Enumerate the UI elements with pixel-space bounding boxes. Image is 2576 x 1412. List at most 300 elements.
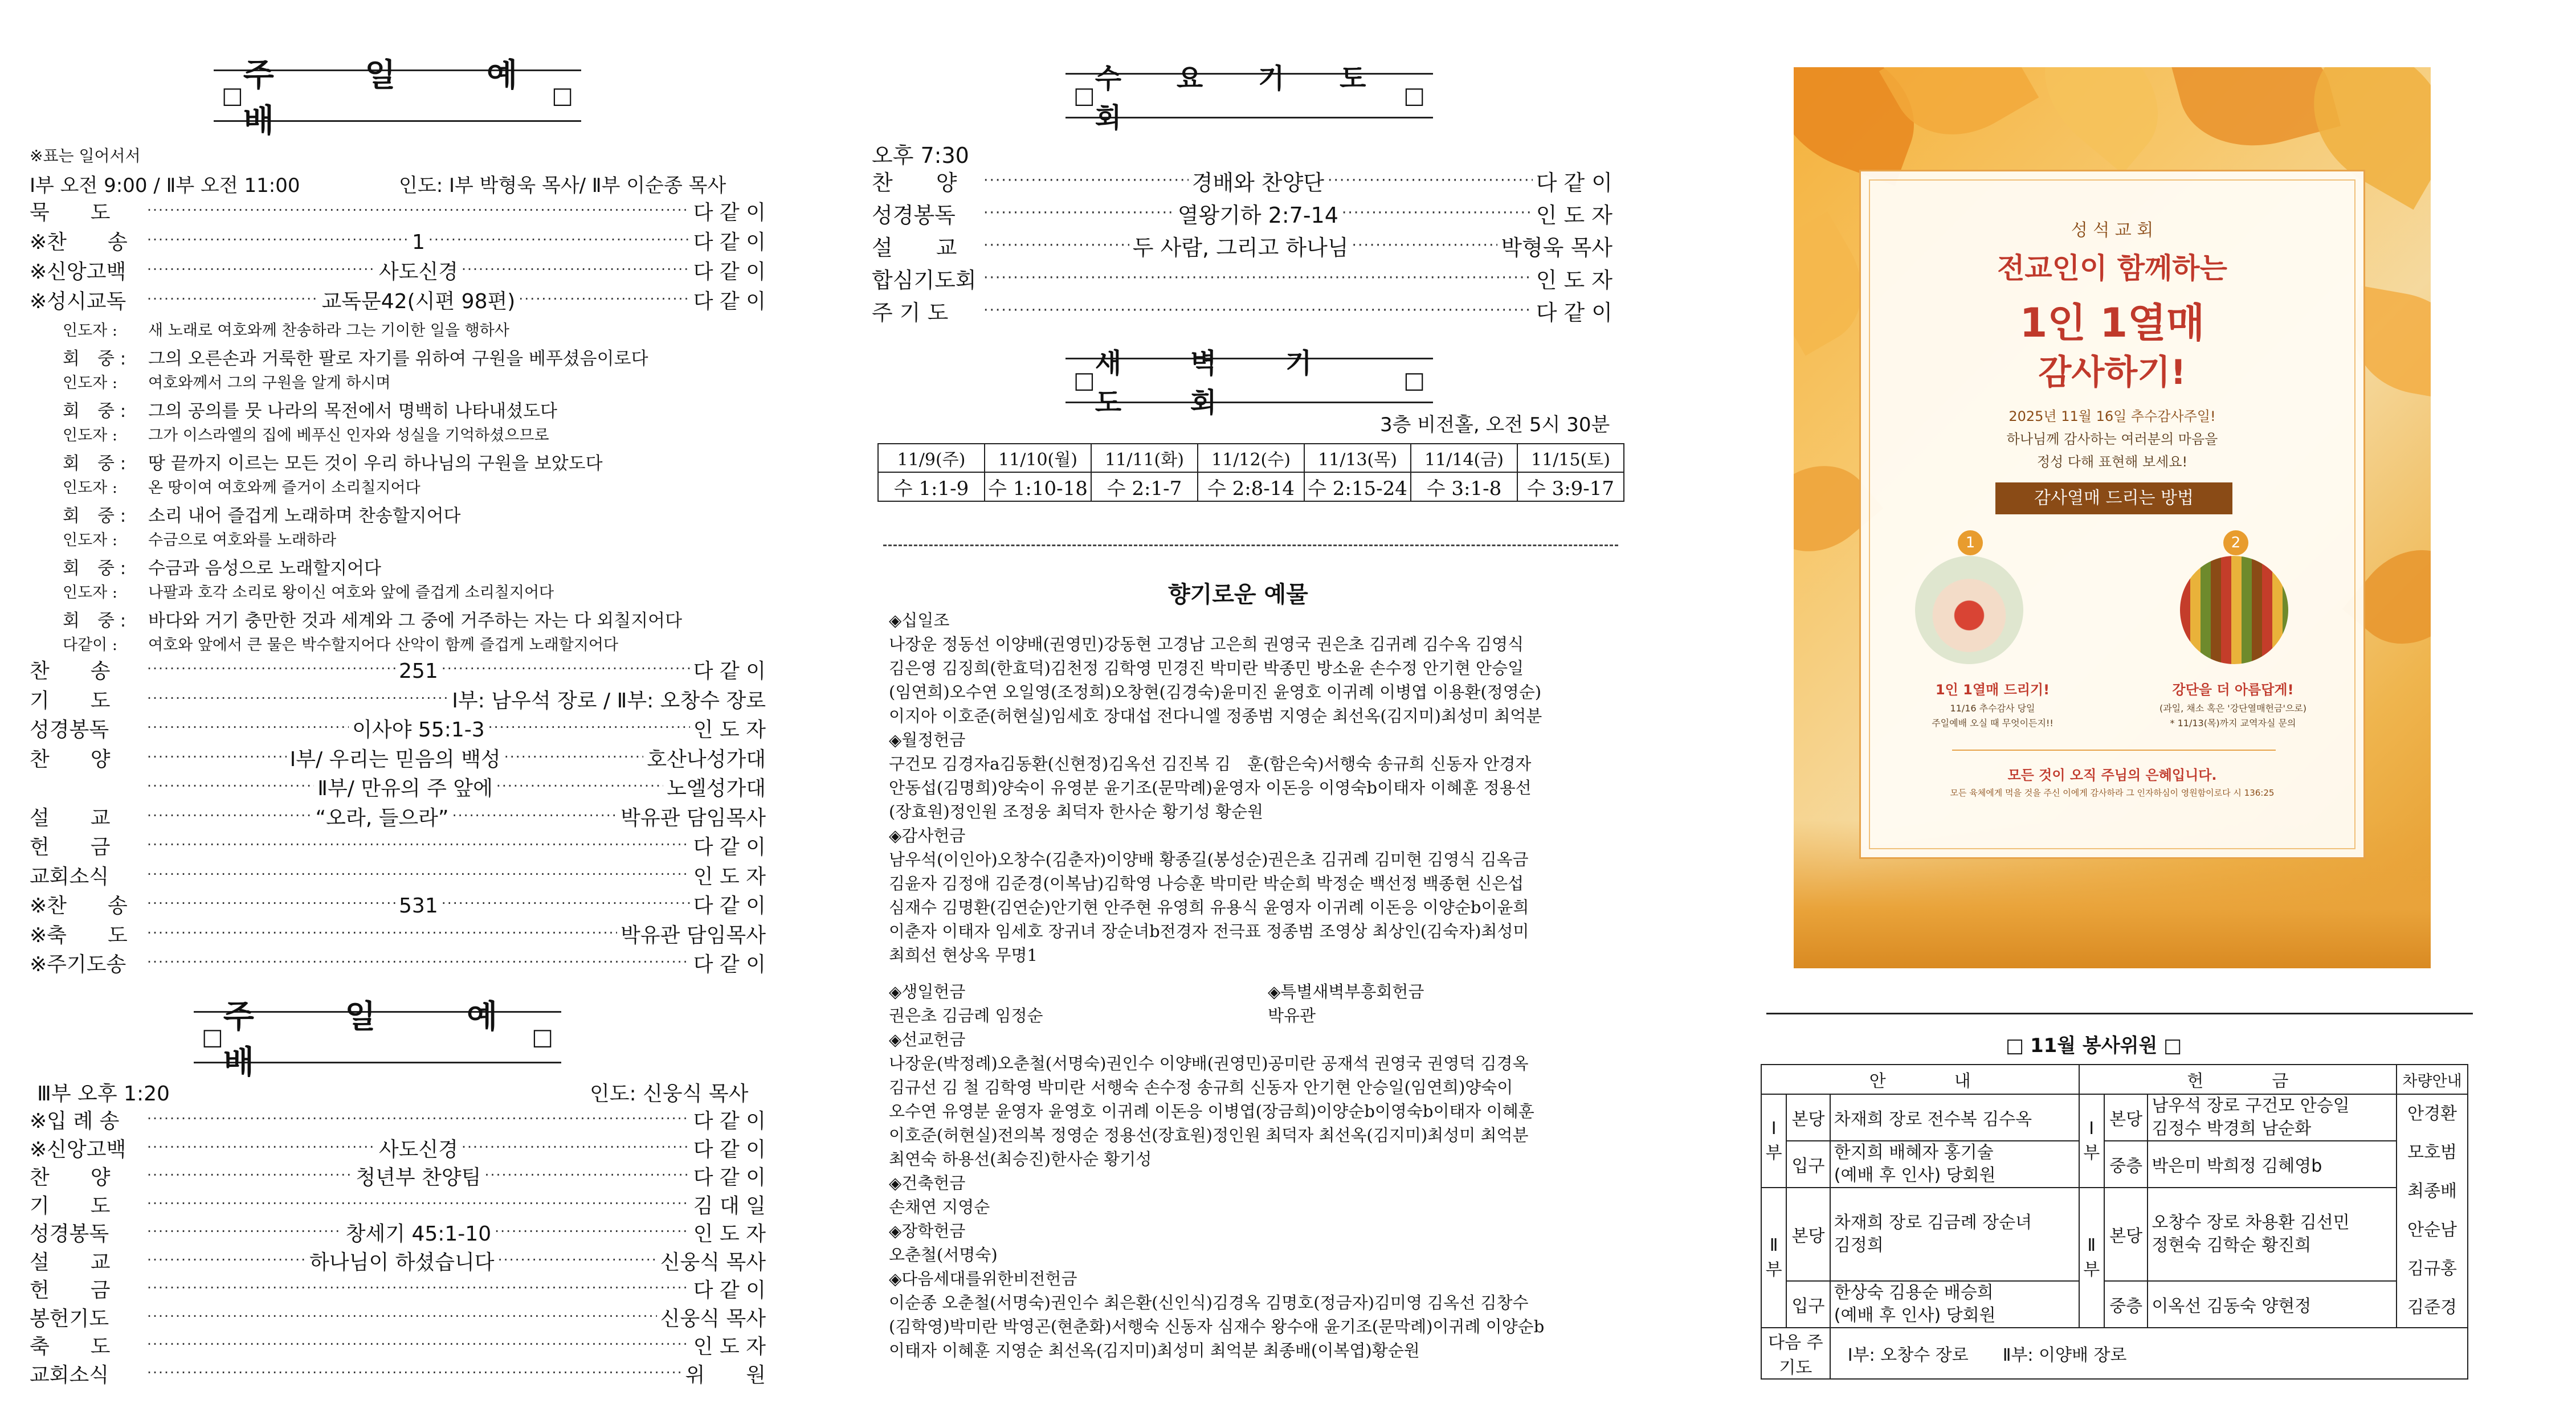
offering-names: 나장운 정동선 이양배(권영민)강동현 고경남 고은희 권영국 권은초 김귀례 김수옥 김영식 (889, 635, 1524, 654)
offering-names: 구건모 김경자a김동환(신현정)김옥선 김진복 김 훈(함은숙)서행숙 송규희 신동자 안경자 (889, 754, 1532, 773)
volunteer-rule (1766, 1013, 2473, 1014)
part2-label: Ⅱ부 (1761, 1188, 1786, 1328)
box-icon: □ (1403, 83, 1425, 109)
offering-category: ◈십일조 (889, 611, 950, 630)
responsive-reading-line (63, 580, 554, 602)
step1-title: 1인 1열매 드리기! (1935, 682, 2050, 698)
offering-names: 이호준(허현실)전의복 정영순 정용선(장효원)정인원 최덕자 최선옥(김지미)최성미 최억분 (889, 1125, 1529, 1145)
reader-role: 인도자 : (63, 531, 117, 549)
dawn-table (877, 443, 1624, 502)
next-prayer-label: 다음 주 기도 (1761, 1328, 1830, 1379)
dawn-date: 11/11(화) (1091, 444, 1198, 472)
reader-role: 회 중 : (63, 401, 126, 421)
offering-names: 김은영 김징희(한효덕)김천정 김학영 민경진 박미란 박종민 방소윤 손수정 안기현 안승일 (889, 658, 1524, 678)
order-person: 신웅식 목사 (660, 1250, 766, 1274)
step2-badge: 2 (2223, 530, 2248, 555)
responsive-reading-line (63, 554, 381, 579)
dawn-place: 3층 비전홀, 오전 5시 30분 (1380, 414, 1610, 436)
dot-leader (147, 833, 690, 854)
responsive-reading-line (63, 370, 391, 392)
reader-role: 인도자 : (63, 322, 117, 339)
dot-leader (495, 1220, 690, 1241)
offering-names: 남우석(이인아)오창수(김춘자)이양배 황종길(봉성순)권은초 김귀례 김미현 김영식 김옥금 (889, 850, 1529, 869)
order-row (30, 1331, 766, 1360)
dot-leader (147, 258, 375, 279)
order-content: 사도신경 (378, 1137, 458, 1161)
step2-a: (과일, 채소 혹은 '강단열매헌금'으로) (2159, 703, 2306, 714)
order-label: ※신앙고백 (30, 260, 126, 284)
poster-sub3: 정성 다해 표현해 보세요! (2036, 454, 2188, 470)
order-person: 인 도 자 (1536, 203, 1612, 228)
dot-leader (498, 1249, 657, 1269)
dot-leader (462, 1136, 690, 1156)
offering-names: 김윤자 김정애 김준경(이복남)김학영 나승훈 박미란 박순희 박정순 백선정 백종현 신은섭 (889, 874, 1524, 893)
order-content: 531 (399, 894, 438, 918)
dot-leader (147, 1220, 342, 1241)
car-guide-name: 모호범 (2407, 1143, 2457, 1163)
offer1-mid: 박은미 박희정 김혜영b (2148, 1141, 2397, 1188)
order-label: 성경봉독 (30, 1222, 109, 1246)
order-content: 창세기 45:1-10 (345, 1222, 492, 1246)
place-main: 본당 (1786, 1188, 1830, 1281)
order-person: 김 대 일 (693, 1194, 766, 1218)
dot-leader (147, 1333, 690, 1353)
offering-names: (장효원)정인원 조정웅 최덕자 한사순 황기성 황순원 (889, 802, 1264, 821)
place-gate: 입구 (1786, 1281, 1830, 1328)
order-row (30, 831, 766, 860)
dot-leader (983, 234, 1129, 255)
dot-leader (147, 1305, 657, 1325)
reading-text: 그의 오른손과 거룩한 팔로 자기를 위하여 구원을 베푸셨음이로다 (148, 349, 648, 369)
reading-text: 그가 이스라엘의 집에 베푸신 인자와 성실을 기억하셨으므로 (148, 427, 549, 444)
offering-names: (임연희)오수연 오일영(조정희)오창현(김경숙)윤미진 윤영호 이귀례 이병엽 이용환(정영순) (889, 682, 1542, 702)
guide1-gate: 한지희 배혜자 홍기술 (예배 후 인사) 당회원 (1830, 1141, 2079, 1188)
reader-role: 인도자 : (63, 584, 117, 601)
order-row (30, 1218, 766, 1247)
order-row (872, 230, 1612, 261)
order-label: 기 도 (30, 689, 111, 713)
responsive-reading-line (63, 501, 461, 527)
box-icon: □ (532, 1024, 553, 1050)
dot-leader (147, 1107, 690, 1128)
order-person: 인 도 자 (693, 718, 766, 742)
order-content: “오라, 들으라” (315, 806, 449, 830)
box-icon: □ (222, 83, 243, 109)
order-person: 신웅식 목사 (660, 1307, 766, 1331)
order-person: 다 같 이 (693, 660, 766, 683)
place-main: 본당 (1786, 1094, 1830, 1141)
dawn-date: 11/13(목) (1304, 444, 1411, 472)
order-row (30, 1105, 766, 1134)
guide1-main: 차재희 장로 전수복 김수옥 (1830, 1094, 2079, 1141)
order-label: ※신앙고백 (30, 1137, 126, 1161)
responsive-reading-line (63, 475, 421, 497)
order-person: 박형욱 목사 (1501, 235, 1613, 260)
dot-leader (496, 775, 663, 795)
thanksgiving-poster (1794, 67, 2431, 968)
step2-title: 강단을 더 아름답게! (2172, 682, 2294, 698)
place-main: 본당 (2104, 1188, 2148, 1281)
dot-leader (147, 746, 287, 766)
dot-leader (147, 1192, 690, 1213)
step1-badge: 1 (1958, 530, 1983, 555)
order-label: ※주기도송 (30, 953, 126, 976)
car-guide-name: 김준경 (2407, 1298, 2457, 1317)
offering-names: 최연숙 하용선(최승진)한사순 황기성 (889, 1149, 1152, 1169)
dot-leader (442, 657, 690, 678)
reader-role: 인도자 : (63, 479, 117, 497)
next-prayer: Ⅰ부: 오창수 장로 Ⅱ부: 이양배 장로 (1830, 1328, 2468, 1379)
order-row (30, 285, 766, 314)
responsive-reading-line (63, 632, 618, 654)
order-content: 두 사람, 그리고 하나님 (1132, 235, 1349, 260)
order-row (872, 165, 1612, 197)
order-person: 다 같 이 (693, 290, 766, 313)
place-mid: 중층 (2104, 1281, 2148, 1328)
poster-divider (1952, 750, 2276, 751)
sunday-title: □ 주 일 예 배 □ (214, 69, 581, 122)
order-person: 다 같 이 (1536, 170, 1612, 195)
order-content: 청년부 찬양팀 (356, 1166, 481, 1189)
dot-leader (428, 228, 690, 249)
order-row (30, 1133, 766, 1163)
order-content: Ⅰ부/ 우리는 믿음의 백성 (289, 747, 501, 771)
reading-text: 새 노래로 여호와께 찬송하라 그는 기이한 일을 행하사 (148, 322, 509, 339)
order-row (30, 861, 766, 890)
box-icon: □ (1403, 367, 1425, 394)
dot-leader (983, 266, 1533, 288)
reader-role: 회 중 : (63, 349, 126, 369)
dawn-date: 11/9(주) (878, 444, 985, 472)
order-content: Ⅱ부/ 만유의 주 앞에 (317, 777, 493, 800)
col-guide: 안 내 (1761, 1065, 2079, 1094)
order-person: 인 도 자 (1536, 268, 1612, 293)
order-label: 성경봉독 (872, 203, 956, 228)
box-icon: □ (1073, 83, 1095, 109)
order-row (30, 1246, 766, 1275)
order-row (872, 295, 1612, 326)
order-row (30, 919, 766, 948)
dot-leader (147, 1136, 375, 1156)
poster-sub1: 2025년 11월 16일 추수감사주일! (2008, 408, 2216, 424)
order-label: 봉헌기도 (30, 1307, 109, 1331)
order-label: ※성시교독 (30, 290, 126, 313)
offering-title: 향기로운 예물 (1168, 582, 1308, 608)
part2-label-offer: Ⅱ부 (2079, 1188, 2104, 1328)
order-row (30, 1161, 766, 1190)
offering-category: ◈감사헌금 (889, 826, 966, 845)
order-label: 합심기도회 (872, 268, 977, 293)
box-icon: □ (552, 83, 573, 109)
offering-category: ◈장학헌금 (889, 1221, 966, 1241)
dot-leader (1328, 169, 1533, 190)
order-row (30, 655, 766, 684)
dot-leader (462, 258, 690, 279)
order-person: 다 같 이 (693, 201, 766, 224)
order-person: 노엘성가대 (667, 777, 766, 800)
order-label: 교회소식 (30, 865, 109, 889)
reading-text: 바다와 거기 충만한 것과 세계와 그 중에 거주하는 자는 다 외칠지어다 (148, 611, 683, 631)
offering-names: 나장운(박정례)오춘철(서명숙)권인수 이양배(권영민)공미란 공재석 권영국 권영덕 김경옥 (889, 1054, 1529, 1073)
order-label: 축 도 (30, 1335, 111, 1358)
reader-role: 회 중 : (63, 453, 126, 474)
offer2-main: 오창수 장로 차용환 김선민 정현숙 김학순 황진희 (2148, 1188, 2397, 1281)
car-guide-name: 김규홍 (2407, 1259, 2457, 1279)
reading-text: 여호와 앞에서 큰 물은 박수할지어다 산악이 함께 즐겁게 노래할지어다 (148, 636, 619, 654)
step1-b: 주일예배 오실 때 무엇이든지!! (1932, 718, 2054, 728)
guide2-gate: 한상숙 김용순 배승희 (예배 후 인사) 당회원 (1830, 1281, 2079, 1328)
service3-leader: 인도: 신웅식 목사 (590, 1082, 749, 1106)
responsive-reading-line (63, 396, 557, 422)
dot-leader (147, 716, 349, 736)
reading-text: 온 땅이여 여호와께 즐거이 소리칠지어다 (148, 479, 421, 497)
reader-role: 다같이 : (63, 636, 117, 654)
reading-text: 그의 공의를 뭇 나라의 목전에서 명백히 나타내셨도다 (148, 401, 557, 421)
offering-names: 오춘철(서명숙) (889, 1245, 998, 1264)
church-name: 성 석 교 회 (2071, 220, 2154, 240)
dot-leader (983, 298, 1533, 320)
dawn-passage: 수 2:1-7 (1091, 472, 1198, 501)
offering-names: 손채연 지영순 (889, 1197, 990, 1217)
order-person: 다 같 이 (693, 260, 766, 284)
order-person: 박유관 담임목사 (620, 806, 766, 830)
order-person: 인 도 자 (693, 1222, 766, 1246)
order-label: 설 교 (30, 1250, 111, 1274)
offering-names: 김규선 김 철 김학영 박미란 서행숙 손수정 송규희 신동자 안기현 안승일(임연희)양숙이 (889, 1078, 1513, 1097)
service3-time: Ⅲ부 오후 1:20 (37, 1082, 170, 1106)
offering-names: 오수연 유영분 윤영자 윤영호 이귀례 이돈응 이병엽(장금희)이양순b이영숙b이태자 이혜훈 (889, 1102, 1534, 1121)
poster-line1: 전교인이 함께하는 (1997, 252, 2227, 285)
offering-category: ◈다음세대를위한비전헌금 (889, 1269, 1077, 1288)
responsive-reading-line (63, 527, 336, 550)
order-row (30, 1190, 766, 1219)
order-label: 찬 송 (30, 660, 111, 683)
offering-names: 최희선 현상옥 무명1 (889, 946, 1038, 965)
wednesday-time: 오후 7:30 (872, 143, 969, 168)
order-label: 성경봉독 (30, 718, 109, 742)
order-person: 다 같 이 (693, 1279, 766, 1302)
order-row (30, 1274, 766, 1303)
order-row (30, 197, 766, 226)
order-row (30, 256, 766, 285)
order-content: 교독문42(시편 98편) (321, 290, 516, 313)
dot-leader (983, 169, 1189, 190)
offering-names: 이태자 이혜훈 지영순 최선옥(김지미)최성미 최억분 최종배(이복엽)황순원 (889, 1341, 1420, 1360)
dot-leader (147, 228, 409, 249)
order-row (872, 263, 1612, 294)
dawn-passage: 수 2:15-24 (1304, 472, 1411, 501)
poster-footer: 모든 것이 오직 주님의 은혜입니다. (2007, 767, 2217, 783)
col-car: 차량안내 (2397, 1065, 2468, 1094)
guide2-main: 차재희 장로 김금례 장순녀 김정희 (1830, 1188, 2079, 1281)
order-person: 다 같 이 (693, 894, 766, 918)
dot-leader (1342, 201, 1533, 223)
offering-names: 심재수 김명환(김연순)안기현 안주현 유영희 유용식 윤영자 이귀례 이돈응 이양순b이윤희 (889, 898, 1529, 917)
birthday-names: 권은초 김금례 임정순 (889, 1006, 1043, 1025)
wednesday-title: □ 수 요 기 도 회 □ (1065, 73, 1433, 118)
sunday3-title: □ 주 일 예 배 □ (194, 1011, 561, 1063)
col-offering: 헌 금 (2079, 1065, 2397, 1094)
order-person: 다 같 이 (693, 953, 766, 976)
dot-leader (147, 775, 314, 795)
order-row (30, 226, 766, 255)
order-person: 호산나성가대 (647, 747, 766, 771)
dawn-title: □ 새 벽 기 도 회 □ (1065, 358, 1433, 403)
order-label: 설 교 (872, 235, 957, 260)
volunteer-table (1761, 1064, 2468, 1380)
order-label: 설 교 (30, 806, 111, 830)
method-banner: 감사열매 드리는 방법 (1995, 482, 2232, 514)
order-person: 다 같 이 (1536, 300, 1612, 325)
order-row (30, 948, 766, 977)
dot-leader (147, 1361, 681, 1382)
dot-leader (147, 1164, 352, 1184)
dot-leader (504, 746, 644, 766)
service-time: Ⅰ부 오전 9:00 / Ⅱ부 오전 11:00 (30, 174, 300, 197)
order-label: 헌 금 (30, 836, 111, 859)
reader-role: 인도자 : (63, 374, 117, 392)
order-label: 헌 금 (30, 1279, 111, 1302)
place-gate: 입구 (1786, 1141, 1830, 1188)
order-person: 다 같 이 (693, 836, 766, 859)
dot-leader (147, 804, 312, 825)
order-content: 이사야 55:1-3 (352, 718, 485, 742)
reader-role: 회 중 : (63, 558, 126, 579)
volunteer-title: □ 11월 봉사위원 □ (2006, 1034, 2182, 1057)
dawn-passage: 수 3:1-8 (1411, 472, 1517, 501)
dot-leader (147, 199, 690, 219)
box-icon: □ (2157, 1034, 2182, 1057)
dawn-passage: 수 1:1-9 (878, 472, 985, 501)
part1-label-offer: Ⅰ부 (2079, 1094, 2104, 1188)
order-content: 열왕기하 2:7-14 (1177, 203, 1338, 228)
reader-role: 인도자 : (63, 427, 117, 444)
offering-names: 이지아 이호준(허현실)임세호 장대섭 전다니엘 정종범 지영순 최선옥(김지미)최성미 최억분 (889, 706, 1542, 726)
dot-leader (452, 804, 618, 825)
order-label: ※입 례 송 (30, 1110, 120, 1133)
poster-line2: 1인 1열매 (2019, 300, 2205, 346)
step2-b: * 11/13(목)까지 교역자실 문의 (2170, 718, 2296, 728)
reader-role: 회 중 : (63, 506, 126, 526)
order-person: 다 같 이 (693, 1110, 766, 1133)
dot-leader (147, 288, 318, 308)
order-person: 위 원 (685, 1363, 766, 1387)
order-row (30, 802, 766, 831)
order-content: 경배와 찬양단 (1191, 170, 1325, 195)
offer1-main: 남우석 장로 구건모 안승일 김정수 박경희 남순화 (2148, 1094, 2397, 1141)
car-guide-name: 안경환 (2407, 1104, 2457, 1124)
dawn-date: 11/10(월) (985, 444, 1091, 472)
order-row (30, 743, 766, 772)
order-label: 묵 도 (30, 201, 111, 224)
order-row (30, 772, 766, 801)
box-icon: □ (202, 1024, 223, 1050)
offering-category: ◈선교헌금 (889, 1030, 966, 1049)
order-row (30, 1359, 766, 1388)
order-person: 다 같 이 (693, 1137, 766, 1161)
order-person: Ⅰ부: 남우석 장로 / Ⅱ부: 오창수 장로 (452, 689, 766, 713)
car-guide-name: 최종배 (2407, 1181, 2457, 1201)
order-label: 찬 양 (30, 747, 111, 771)
poster-line3: 감사하기! (2038, 353, 2186, 392)
order-content: 사도신경 (378, 260, 458, 284)
reading-text: 땅 끝까지 이르는 모든 것이 우리 하나님의 구원을 보았도다 (148, 453, 603, 474)
car-guides (2397, 1094, 2468, 1328)
offering-category: ◈건축헌금 (889, 1173, 966, 1193)
dawn-date: 11/12(수) (1198, 444, 1304, 472)
dot-leader (519, 288, 689, 308)
reading-text: 수금으로 여호와를 노래하라 (148, 531, 337, 549)
birthday-title: ◈생일헌금 (889, 982, 966, 1001)
dot-leader (147, 1276, 690, 1297)
order-label: 찬 양 (872, 170, 957, 195)
dot-leader (147, 863, 690, 883)
offering-names: (김학영)박미란 박영곤(현춘화)서행숙 신동자 심재수 왕수애 윤기조(문막례)이귀례 이양순b (889, 1317, 1545, 1336)
poster-verse: 모든 육체에게 먹을 것을 주신 이에게 감사하라 그 인자하심이 영원함이로다 시 136:25 (1950, 788, 2275, 798)
reading-text: 나팔과 호각 소리로 왕이신 여호와 앞에 즐겁게 소리칠지어다 (148, 584, 554, 601)
dot-leader (983, 201, 1174, 223)
responsive-reading-line (63, 606, 682, 632)
dot-leader (484, 1164, 689, 1184)
offering-names: 이순종 오춘철(서명숙)권인수 최은환(신인식)김경옥 김명호(정금자)김미영 김옥선 김창수 (889, 1293, 1529, 1312)
step1-a: 11/16 추수감사 당일 (1950, 703, 2035, 714)
order-row (30, 890, 766, 919)
responsive-reading-line (63, 449, 603, 474)
order-row (30, 714, 766, 743)
place-main: 본당 (2104, 1094, 2148, 1141)
order-label: ※축 도 (30, 923, 128, 947)
order-person: 다 같 이 (693, 231, 766, 254)
order-row (30, 1303, 766, 1332)
box-icon: □ (1073, 367, 1095, 394)
order-label: 찬 양 (30, 1166, 111, 1189)
offering-names: 이춘자 이태자 임세호 장귀녀 장순녀b전경자 전극표 정종범 조영상 최상인(김숙자)최성미 (889, 922, 1529, 941)
order-label: 주 기 도 (872, 300, 949, 325)
dawn-passage: 수 1:10-18 (985, 472, 1091, 501)
reading-text: 여호와께서 그의 구원을 알게 하시며 (148, 374, 391, 392)
dawn-date: 11/14(금) (1411, 444, 1517, 472)
fruit-photo (1915, 556, 2023, 664)
poster-sub2: 하나님께 감사하는 여러분의 마음을 (2006, 431, 2218, 447)
order-person: 다 같 이 (693, 1166, 766, 1189)
order-label: ※찬 송 (30, 231, 128, 254)
dawn-passage: 수 3:9-17 (1517, 472, 1624, 501)
dot-leader (147, 892, 395, 912)
dot-leader (1352, 234, 1498, 255)
dot-leader (442, 892, 690, 912)
dot-leader (147, 1249, 306, 1269)
dot-leader (147, 951, 690, 971)
dot-leader (147, 657, 395, 678)
dot-leader (147, 922, 617, 942)
responsive-reading-line (63, 344, 648, 370)
part1-label: Ⅰ부 (1761, 1094, 1786, 1188)
reading-text: 수금과 음성으로 노래할지어다 (148, 558, 382, 579)
service-leader: 인도: Ⅰ부 박형욱 목사/ Ⅱ부 이순종 목사 (399, 174, 726, 197)
special-names: 박유관 (1268, 1006, 1316, 1025)
order-label: ※찬 송 (30, 894, 128, 918)
special-title: ◈특별새벽부흥회헌금 (1268, 982, 1424, 1001)
standing-note: ※표는 일어서서 (30, 146, 141, 165)
reading-text: 소리 내어 즐겁게 노래하며 찬송할지어다 (148, 506, 461, 526)
dot-leader (147, 687, 448, 707)
order-content: 251 (399, 660, 438, 683)
responsive-reading-line (63, 318, 509, 340)
order-content: 하나님이 하셨습니다 (309, 1250, 495, 1274)
dot-leader (488, 716, 690, 736)
offering-category: ◈월정헌금 (889, 730, 966, 750)
order-content: 1 (411, 231, 425, 254)
